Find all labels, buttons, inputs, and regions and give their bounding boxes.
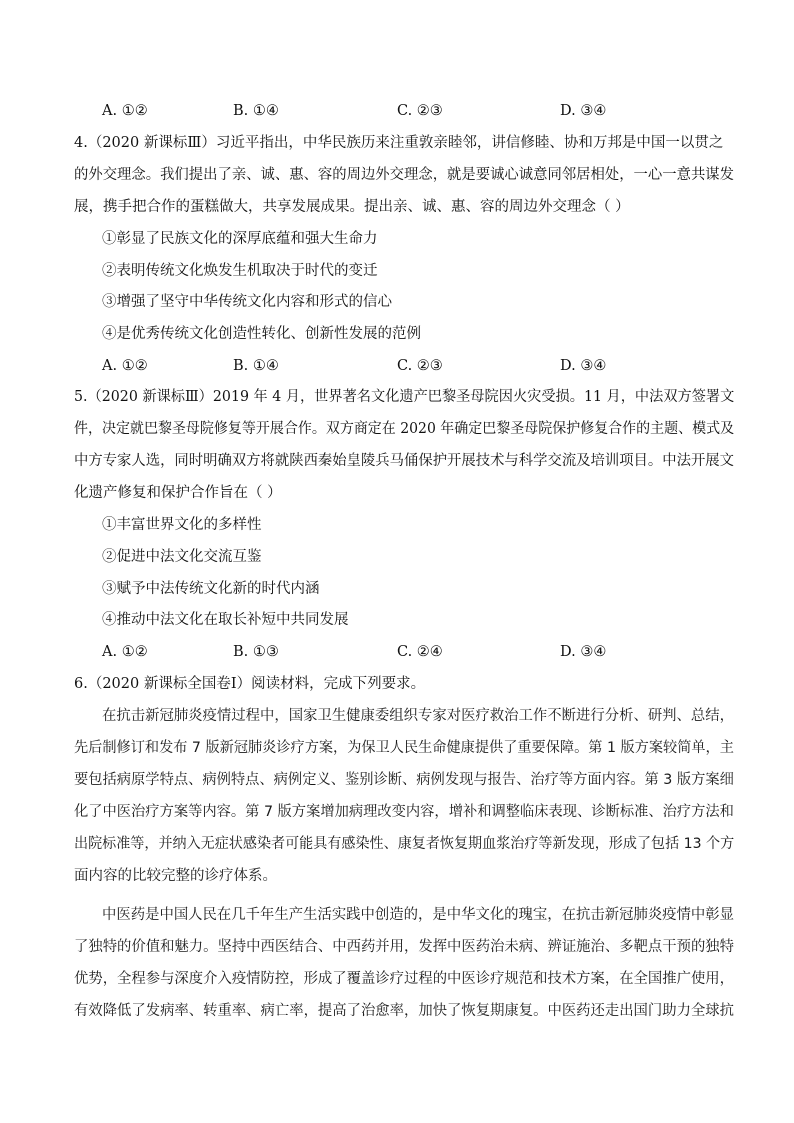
q5-stem-line: 件，决定就巴黎圣母院修复等开展合作。双方商定在 2020 年确定巴黎圣母院保护修复合作的主题、模式及 [74, 421, 735, 437]
q4-stem-line: 展，携手把合作的蛋糕做大，共享发展成果。提出亲、诚、惠、容的周边外交理念（ ） [74, 199, 630, 215]
q5-stem-line: 中方专家人选，同时明确双方将就陕西秦始皇陵兵马俑保护开展技术与科学交流及培训项目。中法开展文 [74, 453, 734, 469]
q6-material-line: 化了中医治疗方案等内容。第 7 版方案增加病理改变内容，增补和调整临床表现、诊断标准、治疗方法和 [74, 804, 734, 820]
q5-option-a: A. ①② [102, 644, 148, 660]
q5-choice-4: ④推动中法文化在取长补短中共同发展 [102, 612, 349, 628]
q5-choice-3: ③赋予中法传统文化新的时代内涵 [102, 581, 320, 597]
q4-choice-3: ③增强了坚守中华传统文化内容和形式的信心 [102, 294, 392, 310]
q6-material-line: 先后制修订和发布 7 版新冠肺炎诊疗方案，为保卫人民生命健康提供了重要保障。第 1 版方案较简单，主 [74, 740, 734, 756]
q4-option-d: D. ③④ [560, 358, 607, 374]
q6-material-line: 中医药是中国人民在几千年生产生活实践中创造的，是中华文化的瑰宝，在抗击新冠肺炎疫情中彰显 [102, 907, 735, 923]
q6-material-line: 出院标准等，并纳入无症状感染者可能具有感染性、康复者恢复期血浆治疗等新发现，形成了包括 13 个方 [74, 836, 735, 852]
q6-material-line: 在抗击新冠肺炎疫情过程中，国家卫生健康委组织专家对医疗救治工作不断进行分析、研判、总结， [102, 708, 735, 724]
q3-option-d: D. ③④ [560, 103, 607, 119]
q6-material-line: 面内容的比较完整的诊疗体系。 [74, 868, 277, 884]
q4-choice-2: ②表明传统文化焕发生机取决于时代的变迁 [102, 263, 378, 279]
q4-option-c: C. ②③ [397, 358, 443, 374]
q6-material-line: 要包括病原学特点、病例特点、病例定义、鉴别诊断、病例发现与报告、治疗等方面内容。第 3 版方案细 [74, 772, 734, 788]
q5-choice-2: ②促进中法文化交流互鉴 [102, 549, 262, 565]
q3-option-c: C. ②③ [397, 103, 443, 119]
q5-option-d: D. ③④ [560, 644, 607, 660]
q4-choice-1: ①彰显了民族文化的深厚底蕴和强大生命力 [102, 231, 378, 247]
q5-stem-line: 5.（2020 新课标Ⅲ）2019 年 4 月，世界著名文化遗产巴黎圣母院因火灾受损。11 月，中法双方签署文 [74, 389, 735, 405]
q5-stem-line: 化遗产修复和保护合作旨在（ ） [74, 485, 282, 501]
q4-option-a: A. ①② [102, 358, 148, 374]
q6-material-line: 有效降低了发病率、转重率、病亡率，提高了治愈率，加快了恢复期康复。中医药还走出国门助力全球抗 [74, 1003, 734, 1019]
q4-choice-4: ④是优秀传统文化创造性转化、创新性发展的范例 [102, 326, 421, 342]
q3-option-b: B. ①④ [233, 103, 279, 119]
q6-material-line: 了独特的价值和魅力。坚持中西医结合、中西药并用，发挥中医药治未病、辨证施治、多靶点干预的独特 [74, 939, 734, 955]
q3-option-a: A. ①② [102, 103, 148, 119]
q4-stem-line: 的外交理念。我们提出了亲、诚、惠、容的周边外交理念，就是要诚心诚意同邻居相处，一心一意共谋发 [74, 167, 734, 183]
q6-material-line: 优势，全程参与深度介入疫情防控，形成了覆盖诊疗过程的中医诊疗规范和技术方案，在全国推广使用， [74, 971, 734, 987]
q4-stem-line: 4.（2020 新课标Ⅲ）习近平指出，中华民族历来注重敦亲睦邻，讲信修睦、协和万邦是中国一以贯之 [74, 135, 724, 151]
q4-option-b: B. ①④ [233, 358, 279, 374]
q6-stem: 6.（2020 新课标全国卷Ⅰ）阅读材料，完成下列要求。 [74, 676, 426, 692]
q5-choice-1: ①丰富世界文化的多样性 [102, 517, 262, 533]
q5-option-b: B. ①③ [233, 644, 279, 660]
q5-option-c: C. ②④ [397, 644, 443, 660]
